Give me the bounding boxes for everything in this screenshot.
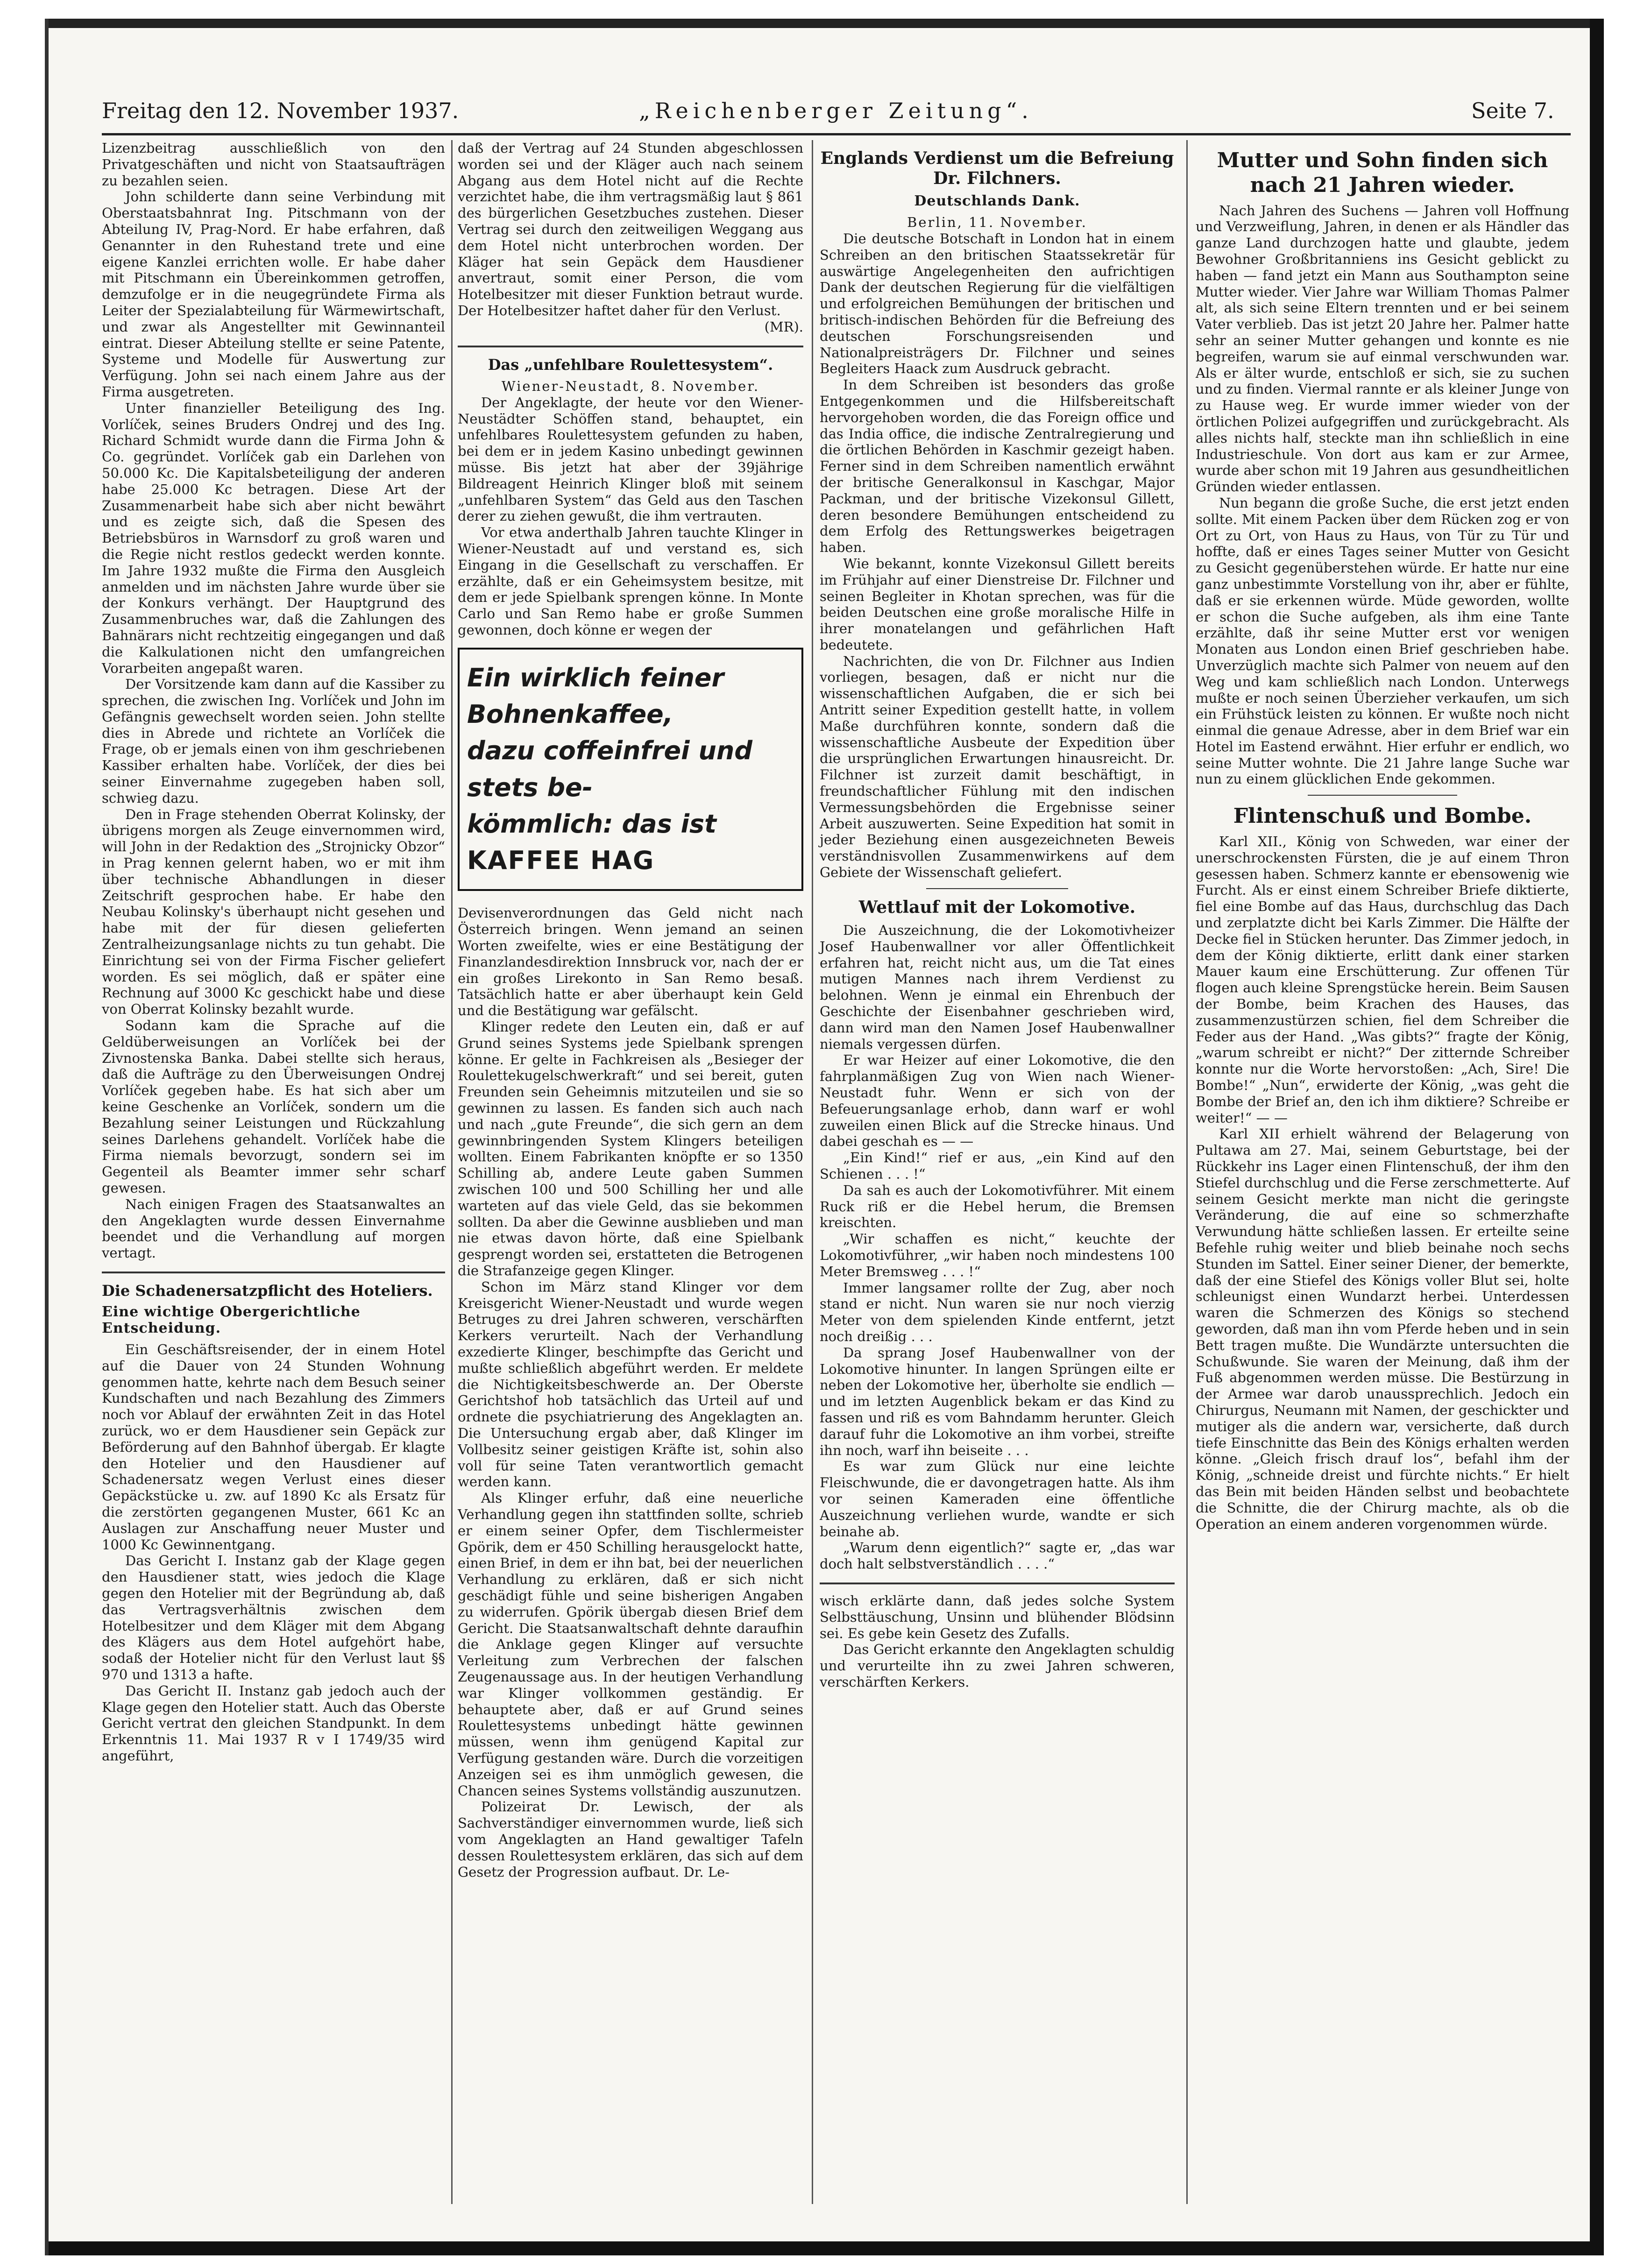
masthead-page-number: Seite 7.	[1471, 98, 1554, 123]
subheadline-hotel-liability: Eine wichtige Obergerichtliche Entscheidung.	[102, 1304, 361, 1337]
subheadline-filchner: Deutschlands Dank.	[914, 193, 1080, 210]
article-paragraph: Nachrichten, die von Dr. Filchner aus Indien vorliegen, besagen, daß er nicht nur die wissenschaftlichen Aufgaben, die er sich bei Antritt seiner Expedition gestellt hatte, in vollem Maße durchführen konnte, sondern daß die wissenschaftliche Ausbeute der Expedition über die ursprünglichen Erwartungen hinausreicht. Dr. Filchner ist zurzeit damit beschäftigt, in freundschaftlicher Fühlung mit den indischen Vermessungsbehörden die Ergebnisse seiner Arbeit auszuwerten. Seine Expedition hat somit in jeder Beziehung einen ausgezeichneten Beweis verständnisvollen Zusammenwirkens auf dem Gebiete der Wissenschaft geliefert.	[820, 653, 1175, 881]
article-paragraph: John schilderte dann seine Verbindung mit Oberstaatsbahnrat Ing. Pitschmann von der Abteilung IV, Prag-Nord. Er habe erfahren, daß Genannter in den Ruhestand trete und eine eigene Kanzlei errichten wolle. Er habe daher mit Pitschmann ein Übereinkommen getroffen, demzufolge er in die neugegründete Firma als Leiter der Spezialabteilung für Wärmewirtschaft, und zwar als Angestellter mit Gewinnanteil eintrat. Dieser Abteilung stellte er seine Patente, Systeme und Modelle für Auswertung zur Verfügung. John sei nach einem Jahre aus der Firma ausgetreten.	[102, 189, 445, 400]
article-paragraph: Da sah es auch der Lokomotivführer. Mit einem Ruck riß er die Hebel herum, die Bremsen kreischten.	[820, 1182, 1175, 1231]
article-paragraph: „Wir schaffen es nicht,“ keuchte der Lokomotivführer, „wir haben noch mindestens 100 Meter Bremsweg . . . !“	[820, 1231, 1175, 1279]
article-signature: (MR).	[764, 318, 803, 335]
article-paragraph: In dem Schreiben ist besonders das große Entgegenkommen und die Hilfsbereitschaft hervorgehoben worden, die das Foreign office und das India office, die indische Zentralregierung und die örtlichen Behörden in Kaschmir gezeigt haben. Ferner sind in dem Schreiben namentlich erwähnt der britische Generalkonsul in Kaschgar, Major Packman, und der britische Vizekonsul Gillett, deren besondere Bemühungen entscheidend zu dem Erfolg des Rettungswerkes beigetragen haben.	[820, 377, 1175, 556]
article-paragraph: Den in Frage stehenden Oberrat Kolinsky, der übrigens morgen als Zeuge einvernommen wird, will John in der Redaktion des „Strojnicky Obzor“ in Prag kennen gelernt haben, wo er mit ihm über technische Abhandlungen in dieser Zeitschrift gesprochen habe. Er habe den Neubau Kolinsky's überhaupt nicht gesehen und habe mit der für diesen gelieferten Zentralheizungsanlage nichts zu tun gehabt. Die Einrichtung sei von der Firma Fischer geliefert worden. Es sei möglich, daß er später eine Rechnung auf 3000 Kc geschickt habe und diese von Oberrat Kolinsky bezahlt wurde.	[102, 806, 445, 1017]
article-paragraph: Wie bekannt, konnte Vizekonsul Gillett bereits im Frühjahr auf einer Dienstreise Dr. Filchner und seinen Begleiter in Khotan sprechen, was für die beiden Deutschen eine große moralische Hilfe in ihrer monatelangen und gefährlichen Haft bedeutete.	[820, 555, 1175, 653]
headline-locomotive-race: Wettlauf mit der Lokomotive.	[858, 897, 1136, 917]
article-paragraph: Als Klinger erfuhr, daß eine neuerliche Verhandlung gegen ihn stattfinden sollte, schrieb er einem seiner Opfer, dem Tischlermeister Gpörik, dem er 450 Schilling herausgelockt hatte, einen Brief, in dem er ihn bat, bei der neuerlichen Verhandlung zu erklären, daß er sich nicht geschädigt fühle und seine bisherigen Angaben zu widerrufen. Gpörik übergab diesen Brief dem Gericht. Die Staatsanwaltschaft dehnte daraufhin die Anklage gegen Klinger auf versuchte Verleitung zum Verbrechen der falschen Zeugenaussage aus. In der heutigen Verhandlung war Klinger vollkommen geständig. Er behauptete aber, daß er auf Grund seines Roulettesystems unbedingt hätte gewinnen müssen, wenn ihm genügend Kapital zur Verfügung gestanden wäre. Durch die vorzeitigen Anzeigen sei es ihm unmöglich gewesen, die Chancen seines Systems vollständig auszunutzen.	[458, 1490, 803, 1799]
article-paragraph: Ein Geschäftsreisender, der in einem Hotel auf die Dauer von 24 Stunden Wohnung genommen hatte, kehrte nach dem Besuch seiner Kundschaften und nach Bezahlung des Zimmers noch vor Ablauf der erwähnten Zeit in das Hotel zurück, wo er dem Hausdiener sein Gepäck zur Beförderung auf den Bahnhof übergab. Er klagte den Hotelier und den Hausdiener auf Schadenersatz wegen Verlust eines dieser Gepäckstücke u. zw. auf 1890 Kc als Ersatz für die zerstörten gegangenen Muster, 661 Kc an Auslagen zur Anschaffung neuer Muster und 1000 Kc Gewinnentgang.	[102, 1341, 445, 1553]
article-paragraph: Das Gericht II. Instanz gab jedoch auch der Klage gegen den Hotelier statt. Auch das Oberste Gericht vertrat den gleichen Standpunkt. In dem Erkenntnis 11. Mai 1937 R v I 1749/35 wird angeführt,	[102, 1682, 445, 1764]
masthead-paper-title: „Reichenberger Zeitung“.	[639, 98, 1033, 123]
article-paragraph: Klinger redete den Leuten ein, daß er auf Grund seines Systems jede Spielbank sprengen könne. Er gelte in Fachkreisen als „Besieger der Roulettekugelschwerkraft“ und sei bereit, guten Freunden sein Geheimnis mitzuteilen und sie so gewinnen zu lassen. Es fanden sich auch nach und nach „gute Freunde“, die sich gern an dem gewinnbringenden System Klingers beteiligen wollten. Einem Fabrikanten knöpfte er so 1350 Schilling ab, andere Leute gaben Summen zwischen 100 und 500 Schilling her und alle warteten auf das viele Geld, das sie bekommen sollten. Da aber die Gewinne ausblieben und man nie etwas davon hörte, daß eine Spielbank gesprengt worden sei, erstatteten die Betrogenen die Strafanzeige gegen Klinger.	[458, 1019, 803, 1279]
masthead-date: Freitag den 12. November 1937.	[102, 98, 459, 123]
article-divider	[102, 1272, 445, 1273]
article-divider	[820, 1583, 1175, 1584]
column-3	[820, 140, 1175, 1690]
masthead-rule	[102, 133, 1571, 135]
article-divider	[1308, 795, 1457, 796]
dateline: Wiener-Neustadt, 8. November.	[501, 378, 760, 394]
headline-flintenschuss-und-bombe: Flintenschuß und Bombe.	[1233, 804, 1532, 828]
article-paragraph: „Warum denn eigentlich?“ sagte er, „das war doch halt selbstverständlich . . . .“	[820, 1540, 1175, 1572]
article-paragraph: Da sprang Josef Haubenwallner von der Lokomotive hinunter. In langen Sprüngen eilte er neben der Lokomotive her, überholte sie endlich — und im letzten Augenblick bekam er das Kind zu fassen und riß es vom Bahndamm herunter. Gleich darauf fuhr die Lokomotive an ihm vorbei, streifte ihn noch, warf ihn beiseite . . .	[820, 1344, 1175, 1458]
scan-border-top	[45, 19, 1604, 28]
article-paragraph: Nach Jahren des Suchens — Jahren voll Hoffnung und Verzweiflung, Jahren, in denen er als Händler das ganze Land durchzogen hatte und glaubte, jedem Bewohner Großbritanniens ins Gesicht geblickt zu haben — fand jetzt ein Mann aus Southampton seine Mutter wieder. Vier Jahre war William Thomas Palmer alt, als sich seine Eltern trennten und er bei seinem Vater verblieb. Das ist jetzt 20 Jahre her. Palmer hatte sehr an seiner Mutter gehangen und konnte es nie begreifen, warum sie auf einmal verschwunden war. Als er älter wurde, entschloß er sich, sie zu suchen und zu finden. Viermal rannte er als kleiner Junge von zu Hause weg. Er wurde immer wieder von der örtlichen Polizei aufgegriffen und zurückgebracht. Als alles nichts half, steckte man ihn schließlich in eine Industrieschule. Von dort aus kam er zur Armee, wurde aber schon mit 19 Jahren aus gesundheitlichen Gründen wieder entlassen.	[1196, 202, 1569, 495]
article-divider	[926, 888, 1068, 889]
article-paragraph: „Ein Kind!“ rief er aus, „ein Kind auf den Schienen . . . !“	[820, 1150, 1175, 1182]
article-divider	[458, 346, 803, 347]
ad-line-text: kömmlich: das ist	[467, 809, 716, 839]
article-paragraph: Die deutsche Botschaft in London hat in einem Schreiben an den britischen Staatssekretär für auswärtige Angelegenheiten den aufrichtigen Dank der deutschen Regierung für die vielfältigen und erfolgreichen Bemühungen der britischen und britisch-indischen Behörden für die Befreiung des deutschen Forschungsreisenden und Nationalpreisträgers Dr. Filchner und seines Begleiters Haack zum Ausdruck gebracht.	[820, 230, 1175, 377]
headline-filchner: Englands Verdienst um die Befreiung Dr. Filchners.	[820, 148, 1174, 189]
column-rule-1	[451, 140, 453, 2204]
article-paragraph: Karl XII erhielt während der Belagerung von Pultawa am 27. Mai, seinem Geburtstage, bei der Rückkehr ins Lager einen Flintenschuß, der ihm den Stiefel durchschlug und die Ferse zerschmetterte. Auf seinem Gesicht merkte man nicht die geringste Veränderung, die auf eine so schmerzhafte Verwundung hätte schließen lassen. Er erteilte seine Befehle ruhig weiter und blieb beinahe noch sechs Stunden im Sattel. Einer seiner Diener, der bemerkte, daß der eine Stiefel des Königs voller Blut sei, holte schleunigst einen Wundarzt herbei. Unterdessen waren die Schmerzen des Königs so stechend geworden, daß man ihn vom Pferde heben und in sein Bett tragen mußte. Die Wundärzte untersuchten die Schußwunde. Sie waren der Meinung, daß ihm der Fuß abgenommen werden müsse. Die Bestürzung in der Armee war darob unaussprechlich. Jedoch ein Chirurgus, Neumann mit Namen, der geschickter und mutiger als die andern war, versicherte, daß durch tiefe Einschnitte das Bein des Königs erhalten werden könne. „Gleich frisch drauf los“, befahl ihm der König, „schneide dreist und fürchte nichts.“ Er hielt das Bein mit beiden Händen selbst und beobachtete die Schnitte, die der Chirurg machte, als ob die Operation an einem anderen vorgenommen würde.	[1196, 1126, 1569, 1532]
column-1	[102, 140, 445, 1764]
article-paragraph: Das Gericht erkannte den Angeklagten schuldig und verurteilte ihn zu zwei Jahren schweren, verschärften Kerkers.	[820, 1641, 1175, 1690]
scan-border-left	[45, 19, 49, 2255]
article-paragraph: Devisenverordnungen das Geld nicht nach Österreich bringen. Wenn jemand an seinen Worten zweifelte, wies er eine Bestätigung der Finanzlandesdirektion Innsbruck vor, nach der er ein großes Lirekonto in San Remo besaß. Tatsächlich hatte er aber überhaupt kein Geld und die Bestätigung war gefälscht.	[458, 905, 803, 1019]
headline-mother-and-son: Mutter und Sohn finden sich nach 21 Jahren wieder.	[1217, 148, 1548, 197]
scan-border-bottom	[49, 2241, 1604, 2255]
ad-line	[467, 806, 794, 879]
column-rule-3	[1186, 140, 1188, 2204]
article-paragraph: Der Angeklagte, der heute vor den Wiener-Neustädter Schöffen stand, behauptet, ein unfehlbares Roulettesystem gefunden zu haben, bei dem er in jedem Kasino unbedingt gewinnen müsse. Bis jetzt hat aber der 39jährige Bildreagent Heinrich Klinger bloß mit seinem „unfehlbaren System“ das Geld aus den Taschen derer zu ziehen gewußt, die ihm vertrauten.	[458, 394, 803, 524]
article-paragraph: Es war zum Glück nur eine leichte Fleischwunde, die er davongetragen hatte. Als ihm vor seinen Kameraden eine öffentliche Auszeichnung verliehen wurde, wandte er sich beinahe ab.	[820, 1458, 1175, 1540]
article-paragraph: Nun begann die große Suche, die erst jetzt enden sollte. Mit einem Packen über dem Rücken zog er von Ort zu Ort, von Haus zu Haus, von Tür zu Tür und hoffte, daß er eines Tages seiner Mutter von Gesicht zu Gesicht gegenüberstehen würde. Er hatte nur eine ganz unbestimmte Vorstellung von ihr, aber er fühlte, daß er sie erkennen würde. Müde geworden, wollte er schon die Suche aufgeben, als ihm eine Tante erzählte, daß ihr seine Mutter erst vor wenigen Monaten aus London einen Brief geschrieben habe. Unverzüglich machte sich Palmer von neuem auf den Weg und kam schließlich nach London. Unterwegs mußte er noch seinen Überzieher verkaufen, um sich ein Frühstück leisten zu können. Er wußte noch nicht einmal die genaue Adresse, aber in dem Brief war ein Hotel im Eastend erwähnt. Hier erfuhr er endlich, wo seine Mutter wohnte. Die 21 Jahre lange Suche war nun zu einem glücklichen Ende gekommen.	[1196, 495, 1569, 787]
article-paragraph: Immer langsamer rollte der Zug, aber noch stand er nicht. Nun waren sie nur noch vierzig Meter von dem spielenden Kinde entfernt, jetzt noch dreißig . . .	[820, 1279, 1175, 1344]
article-paragraph: Vor etwa anderthalb Jahren tauchte Klinger in Wiener-Neustadt auf und verstand es, sich Eingang in die Gesellschaft zu verschaffen. Er erzählte, daß er ein Geheimsystem besitze, mit dem er jede Spielbank sprengen könne. In Monte Carlo und San Remo habe er große Summen gewonnen, doch könne er wegen der	[458, 524, 803, 638]
headline-roulette-system: Das „unfehlbare Roulettesystem“.	[488, 355, 773, 374]
ad-line: dazu coffeinfrei und stets be-	[467, 736, 753, 802]
scan-border-right	[1590, 19, 1604, 2255]
article-paragraph: Unter finanzieller Beteiligung des Ing. Vorlíček, seines Bruders Ondrej und des Ing. Richard Schmidt wurde dann die Firma John & Co. gegründet. Vorlíček gab ein Darlehen von 50.000 Kc. Die Kapitalsbeteiligung der anderen habe 25.000 Kc betragen. Diese Art der Zusammenarbeit habe sich aber nicht bewährt und es zeigte sich, daß die Spesen des Betriebsbüros in Warnsdorf zu groß waren und die Regie nicht restlos gedeckt werden konnte. Im Jahre 1932 mußte die Firma den Ausgleich anmelden und im nächsten Jahre wurde über sie der Konkurs verhängt. Der Hauptgrund des Zusammenbruches war, daß die Zahlungen des Bahnärars nicht rechtzeitig eingegangen und daß die Kalkulationen nicht den umfangreichen Vorarbeiten angepaßt waren.	[102, 400, 445, 676]
headline-hotel-liability: Die Schadenersatzpflicht des Hoteliers.	[102, 1281, 433, 1300]
ad-line: Ein wirklich feiner Bohnenkaffee,	[467, 663, 724, 729]
column-2	[458, 140, 803, 1880]
article-paragraph: Der Vorsitzende kam dann auf die Kassiber zu sprechen, die zwischen Ing. Vorlíček und John im Gefängnis gewechselt worden seien. John stellte dies in Abrede und richtete an Vorlíček die Frage, ob er jemals einen von ihm geschriebenen Kassiber erhalten habe. Vorlíček, der dies bei seiner Einvernahme zugegeben haben soll, schwieg dazu.	[102, 676, 445, 806]
dateline: Berlin, 11. November.	[907, 214, 1087, 231]
article-paragraph: Er war Heizer auf einer Lokomotive, die den fahrplanmäßigen Zug von Wien nach Wiener-Neustadt fuhr. Wenn er sich von der Befeuerungsanlage erhob, dann warf er wohl zuweilen einen Blick auf die Strecke hinaus. Und dabei geschah es — —	[820, 1052, 1175, 1150]
column-rule-2	[812, 140, 813, 2204]
article-paragraph: wisch erklärte dann, daß jedes solche System Selbsttäuschung, Unsinn und blühender Blödsinn sei. Es gebe kein Gesetz des Zufalls.	[820, 1592, 1175, 1641]
advertisement-kaffee-hag	[458, 648, 803, 891]
article-paragraph: Lizenzbeitrag ausschließlich von den Privatgeschäften und nicht von Staatsaufträgen zu bezahlen seien.	[102, 140, 445, 189]
article-paragraph: Karl XII., König von Schweden, war einer der unerschrockensten Fürsten, die je auf einem Thron gesessen haben. Schmerz kannte er ebensowenig wie Furcht. Als er einst einem Schreiber Briefe diktierte, fiel eine Bombe auf das Haus, durchschlug das Dach und zerplatzte dicht bei Karls Zimmer. Die Hälfte der Decke fiel in Stücken herunter. Das Zimmer jedoch, in dem der König diktierte, erlitt dank einer starken Mauer kaum eine Erschütterung. Zur offenen Tür flogen auch kleine Sprengstücke herein. Beim Sausen der Bombe, beim Krachen des Hauses, das zusammenzustürzen schien, fiel dem Schreiber die Feder aus der Hand. „Was gibts?“ fragte der König, „warum schreibt er nicht?“ Der zitternde Schreiber konnte nur die Worte hervorstoßen: „Ach, Sire! Die Bombe!“ „Nun“, erwiderte der König, „was geht die Bombe der Brief an, den ich ihm diktiere? Schreibe er weiter!“ — —	[1196, 834, 1569, 1126]
article-paragraph: Schon im März stand Klinger vor dem Kreisgericht Wiener-Neustadt und wurde wegen Betruges zu drei Jahren schweren, verschärften Kerkers verurteilt. Nach der Verhandlung exzedierte Klinger, beschimpfte das Gericht und mußte schließlich abgeführt werden. Er meldete die Nichtigkeitsbeschwerde an. Der Oberste Gerichtshof hob tatsächlich das Urteil auf und ordnete die psychiatrierung des Angeklagten an. Die Untersuchung ergab aber, daß Klinger im Vollbesitz seiner geistigen Kräfte ist, sohin also voll für seine Taten verantwortlich gemacht werden kann.	[458, 1279, 803, 1490]
article-paragraph: Sodann kam die Sprache auf die Geldüberweisungen an Vorlíček bei der Zivnostenska Banka. Dabei stellte sich heraus, daß die Aufträge zu den Überweisungen Ondrej Vorlíček gegeben habe. Es hat sich aber um keine Geschenke an Vorlíček, sondern um die Bezahlung seiner Leistungen und Rückzahlung seines Darlehens gehandelt. Vorlíček habe die Firma niemals bevorzugt, sondern sei im Gegenteil als Beamter immer sehr scharf gewesen.	[102, 1017, 445, 1196]
column-4	[1196, 140, 1569, 1532]
article-paragraph: Nach einigen Fragen des Staatsanwaltes an den Angeklagten wurde dessen Einvernahme beendet und die Verhandlung auf morgen vertagt.	[102, 1196, 445, 1261]
article-paragraph: Das Gericht I. Instanz gab der Klage gegen den Hausdiener statt, wies jedoch die Klage gegen den Hotelier mit der Begründung ab, daß das Vertragsverhältnis zwischen dem Hotelbesitzer und dem Kläger mit dem Abgang des Klägers aus dem Hotel aufgehört habe, sodaß der Hotelier nicht für den Verlust laut §§ 970 und 1313 a hafte.	[102, 1553, 445, 1682]
article-paragraph: Polizeirat Dr. Lewisch, der als Sachverständiger einvernommen wurde, ließ sich vom Angeklagten an Hand gewaltiger Tafeln dessen Roulettesystem erklären, das sich auf dem Gesetz der Progression aufbaut. Dr. Le-	[458, 1799, 803, 1880]
ad-brand-name: KAFFEE HAG	[467, 846, 655, 876]
article-paragraph: Die Auszeichnung, die der Lokomotivheizer Josef Haubenwallner vor aller Öffentlichkeit erfahren hat, reicht nicht aus, um die Tat eines mutigen Mannes nach ihrem Verdienst zu belohnen. Wenn je einmal ein Ehrenbuch der Geschichte der Eisenbahner geschrieben wird, dann wird man den Namen Josef Haubenwallner niemals vergessen dürfen.	[820, 922, 1175, 1052]
article-paragraph: daß der Vertrag auf 24 Stunden abgeschlossen worden sei und der Kläger auch nach seinem Abgang aus dem Hotel nicht auf die Rechte verzichtet habe, die ihm vertragsmäßig laut § 861 des bürgerlichen Gesetzbuches zustehen. Dieser Vertrag sei durch den zeitweiligen Weggang aus dem Hotel nicht unterbrochen worden. Der Kläger hat sein Gepäck dem Hausdiener anvertraut, somit einer Person, die vom Hotelbesitzer mit dieser Funktion betraut wurde. Der Hotelbesitzer haftet daher für den Verlust.	[458, 140, 803, 318]
